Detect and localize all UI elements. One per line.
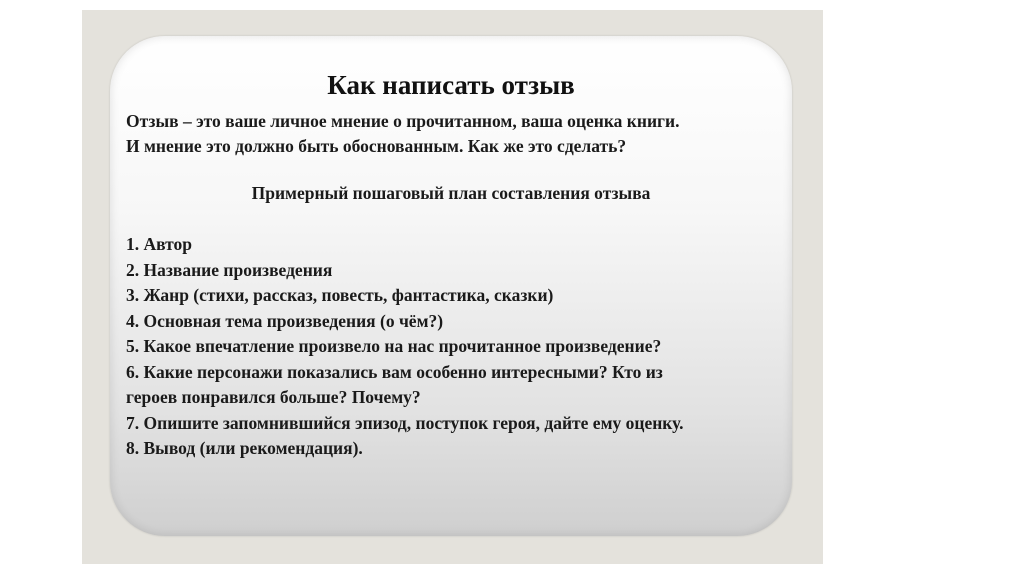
plan-item-text: 6. Какие персонажи показались вам особенно интересными? Кто из <box>126 361 663 382</box>
intro-line: Отзыв – это ваше личное мнение о прочитанном, ваша оценка книги. <box>126 111 680 131</box>
plan-item <box>126 283 786 309</box>
plan-subtitle: Примерный пошаговый план составления отзыва <box>251 183 651 203</box>
intro-line: И мнение это должно быть обоснованным. Как же это сделать? <box>126 136 627 156</box>
plan-item-text: 5. Какое впечатление произвело на нас прочитанное произведение? <box>126 336 662 356</box>
slide-frame <box>82 10 823 564</box>
plan-item <box>126 309 786 335</box>
plan-item <box>126 258 786 284</box>
plan-item-text: 3. Жанр (стихи, рассказ, повесть, фантастика, сказки) <box>126 285 554 305</box>
intro-paragraph <box>126 109 786 159</box>
plan-item-text: 2. Название произведения <box>126 259 333 280</box>
plan-item <box>126 360 786 411</box>
plan-list <box>126 232 786 462</box>
page-title: Как написать отзыв <box>327 70 575 100</box>
plan-item <box>126 334 786 360</box>
plan-item <box>126 232 786 258</box>
plan-item-text: 1. Автор <box>126 234 193 254</box>
plan-item <box>126 411 786 437</box>
plan-item-text-continued: героев понравился больше? Почему? <box>126 387 421 407</box>
content-card <box>110 36 792 536</box>
plan-item-text: 8. Вывод (или рекомендация). <box>126 438 363 458</box>
plan-item-text: 4. Основная тема произведения (о чём?) <box>126 310 444 331</box>
plan-item <box>126 436 786 462</box>
plan-item-text: 7. Опишите запомнившийся эпизод, поступок героя, дайте ему оценку. <box>126 412 684 433</box>
